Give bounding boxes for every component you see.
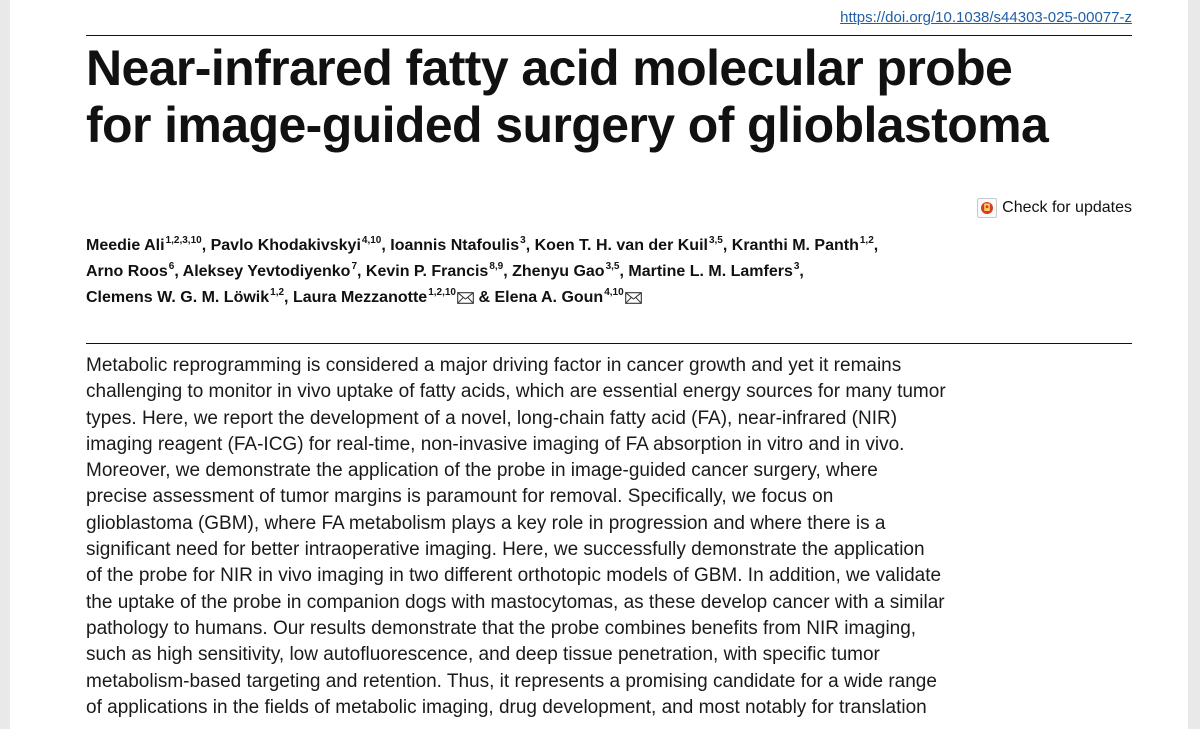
affiliation-marker: 3 xyxy=(793,260,800,272)
affiliation-marker: 1,2,3,10 xyxy=(165,234,202,246)
check-for-updates-badge-icon xyxy=(977,198,997,218)
abstract-line: pathology to humans. Our results demonstrate that the probe combines benefits from NIR imaging, xyxy=(86,617,917,639)
author-separator: , xyxy=(357,263,366,280)
author-name: Elena A. Goun xyxy=(494,289,604,306)
author-name: Aleksey Yevtodiyenko xyxy=(182,263,351,280)
abstract-line: imaging reagent (FA-ICG) for real-time, non-invasive imaging of FA absorption in vitro and in vivo. xyxy=(86,433,905,455)
author-name: Meedie Ali xyxy=(86,237,165,254)
author-name: Laura Mezzanotte xyxy=(292,289,428,306)
author-line xyxy=(86,233,1136,259)
abstract-line: challenging to monitor in vivo uptake of fatty acids, which are essential energy sources for many tumor xyxy=(86,381,946,403)
author-name: Kevin P. Francis xyxy=(365,263,489,280)
author-line xyxy=(86,259,1136,285)
author-separator: , xyxy=(722,237,732,254)
author-separator: , xyxy=(503,263,513,280)
affiliation-marker: 4,10 xyxy=(604,286,624,298)
author-separator: , xyxy=(873,237,879,254)
author-name: Ioannis Ntafoulis xyxy=(390,237,520,254)
affiliation-marker: 1,2 xyxy=(270,286,285,298)
author-separator: , xyxy=(284,289,293,306)
abstract-line: Metabolic reprogramming is considered a major driving factor in cancer growth and yet it remains xyxy=(86,355,902,376)
abstract-line: the uptake of the probe in companion dogs with mastocytomas, as these develop cancer with a similar xyxy=(86,591,945,613)
author-separator: , xyxy=(381,237,391,254)
title-line: Near-infrared fatty acid molecular probe xyxy=(86,40,1013,96)
author-name: Zhenyu Gao xyxy=(512,263,605,280)
affiliation-marker: 7 xyxy=(351,260,357,272)
article-page xyxy=(10,0,1188,729)
check-for-updates-button[interactable] xyxy=(977,198,1132,218)
abstract-line: of the probe for NIR in vivo imaging in two different orthotopic models of GBM. In addition, we validate xyxy=(86,565,942,587)
author-line xyxy=(86,285,1136,311)
abstract-line: glioblastoma (GBM), where FA metabolism plays a key role in progression and where there is a xyxy=(86,512,886,534)
affiliation-marker: 6 xyxy=(168,260,175,272)
header-rule xyxy=(86,35,1132,36)
affiliation-marker: 3,5 xyxy=(708,234,723,246)
check-for-updates-label: Check for updates xyxy=(1002,199,1132,216)
abstract-line: such as high sensitivity, low autofluorescence, and deep tissue penetration, with specific tumor xyxy=(86,644,880,666)
abstract-line: significant need for better intraoperative imaging. Here, we successfully demonstrate the application xyxy=(86,539,925,561)
affiliation-marker: 4,10 xyxy=(361,234,382,246)
affiliation-marker: 3,5 xyxy=(605,260,620,272)
article-title xyxy=(86,40,1166,154)
author-name: Martine L. M. Lamfers xyxy=(628,263,793,280)
email-icon[interactable] xyxy=(457,292,474,304)
author-separator: , xyxy=(174,263,183,280)
author-name: Arno Roos xyxy=(86,263,168,280)
section-rule xyxy=(86,343,1132,344)
author-list xyxy=(86,233,1136,311)
abstract-line: precise assessment of tumor margins is paramount for removal. Specifically, we focus on xyxy=(86,486,834,508)
affiliation-marker: 3 xyxy=(520,234,526,246)
abstract xyxy=(86,353,966,721)
author-separator: , xyxy=(799,263,804,280)
affiliation-marker: 8,9 xyxy=(489,260,504,272)
affiliation-marker: 1,2 xyxy=(859,234,874,246)
abstract-line: metabolism-based targeting and retention. Thus, it represents a promising candidate for a wide range xyxy=(86,670,937,692)
title-line: for image-guided surgery of glioblastoma xyxy=(86,97,1049,153)
author-name: Pavlo Khodakivskyi xyxy=(210,237,361,254)
doi-link[interactable]: https://doi.org/10.1038/s44303-025-00077-z xyxy=(840,9,1132,26)
author-separator: , xyxy=(201,237,211,254)
author-separator: , xyxy=(525,237,535,254)
author-name: Clemens W. G. M. Löwik xyxy=(86,289,270,306)
email-icon[interactable] xyxy=(625,292,642,304)
author-name: Koen T. H. van der Kuil xyxy=(534,237,708,254)
author-separator: & xyxy=(474,289,495,306)
affiliation-marker: 1,2,10 xyxy=(428,286,456,298)
author-separator: , xyxy=(619,263,629,280)
abstract-line: types. Here, we report the development of a novel, long-chain fatty acid (FA), near-infrared (NIR) xyxy=(86,407,898,429)
author-name: Kranthi M. Panth xyxy=(731,237,859,254)
abstract-line: Moreover, we demonstrate the application of the probe in image-guided cancer surgery, where xyxy=(86,460,878,482)
abstract-line: of applications in the fields of metabolic imaging, drug development, and most notably for translation xyxy=(86,696,927,718)
